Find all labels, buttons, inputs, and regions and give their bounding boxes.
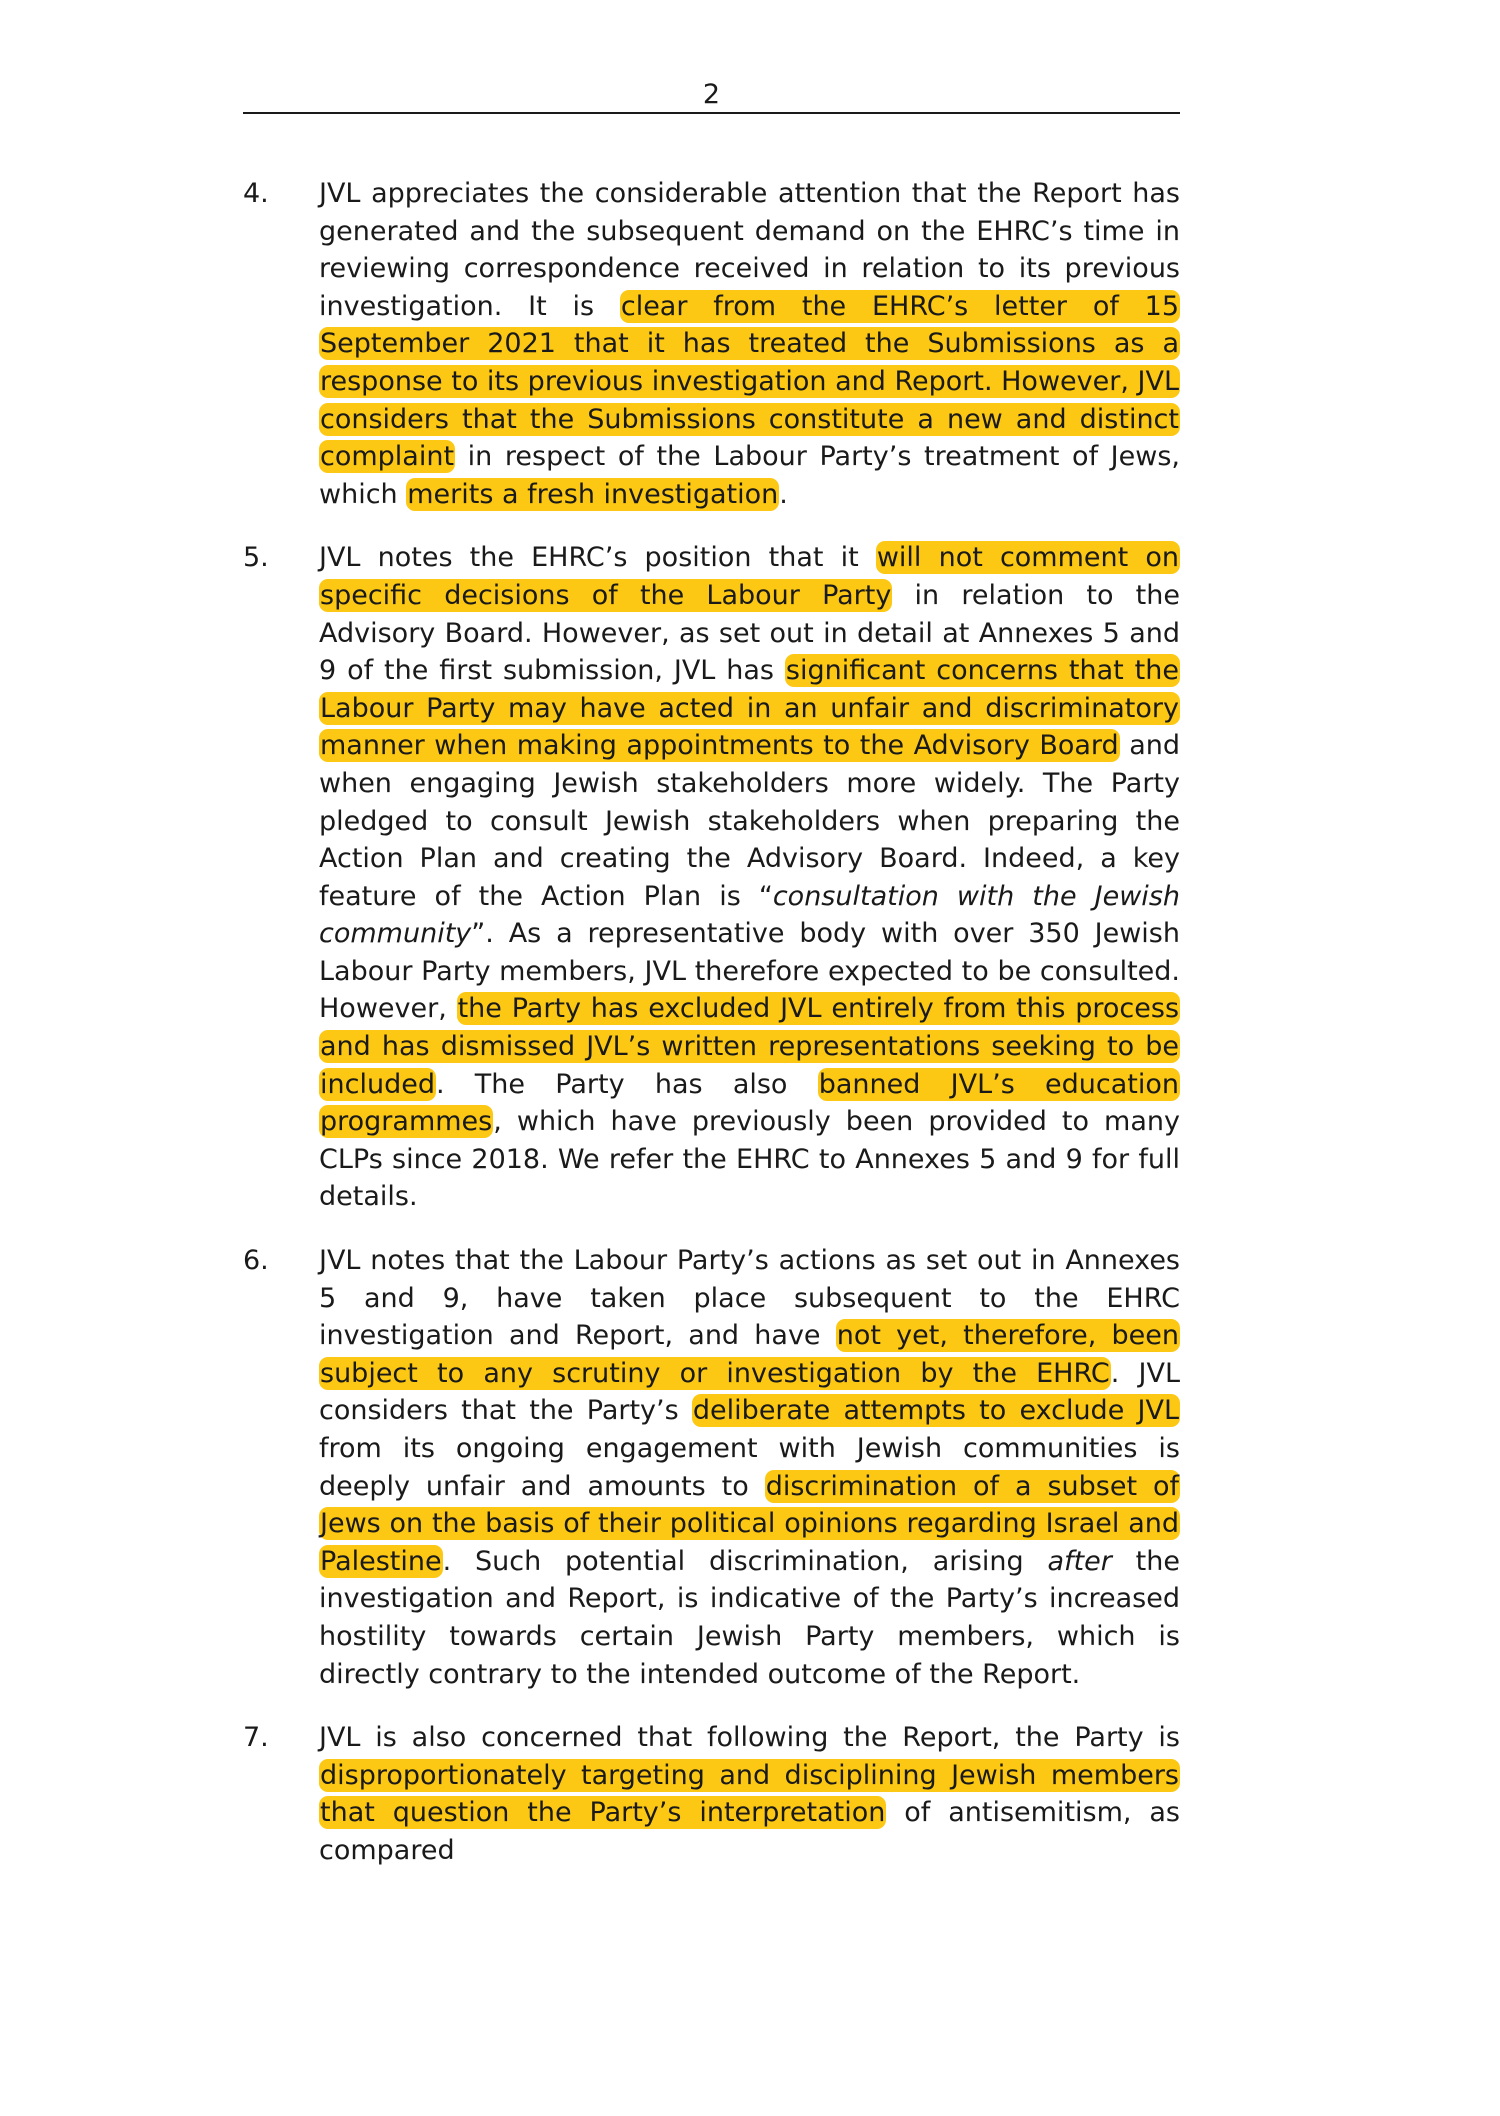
paragraph-text <box>319 175 1180 513</box>
highlighted-text: significant concerns that the Labour Party may have acted in an unfair and discriminatory manner when making appointments to the Advisory Board <box>320 655 1179 762</box>
text-segment: in respect of the Labour Party’s treatment of Jews, which <box>319 441 1180 510</box>
highlighted-text: banned JVL’s education programmes <box>320 1068 1179 1138</box>
text-segment: JVL notes the EHRC’s position that it <box>319 542 876 574</box>
text-segment: , which have previously been provided to many CLPs since 2018. We refer the EHRC to Annexes 5 and 9 for full details. <box>319 1106 1180 1213</box>
text-segment: ”. As a representative body with over 350 Jewish Labour Party members, JVL therefore expected to be consulted. However, <box>319 918 1180 1025</box>
text-segment: and when engaging Jewish stakeholders more widely. The Party pledged to consult Jewish stakeholders when preparing the Action Plan and creating the Advisory Board. Indeed, a key feature of the Action Plan is “ <box>319 730 1180 912</box>
highlighted-text: disproportionately targeting and disciplining Jewish members that question the Party’s interpretation <box>320 1759 1179 1829</box>
paragraph-number: 5. <box>243 542 269 574</box>
header-rule <box>243 112 1180 114</box>
numbered-paragraph <box>243 1242 1180 1693</box>
text-segment: from its ongoing engagement with Jewish communities is deeply unfair and amounts to <box>319 1433 1180 1502</box>
text-segment: . JVL considers that the Party’s <box>319 1357 1180 1427</box>
numbered-paragraph <box>243 539 1180 1216</box>
paragraph-number: 6. <box>243 1245 269 1277</box>
numbered-paragraph <box>243 175 1180 513</box>
italic-text: after <box>1047 1545 1112 1577</box>
text-segment: JVL is also concerned that following the Report, the Party is <box>319 1722 1180 1754</box>
text-segment: JVL appreciates the considerable attention that the Report has generated and the subsequent demand on the EHRC’s time in reviewing correspondence received in relation to its previous investigation. It is <box>319 178 1180 322</box>
highlighted-text: discrimination of a subset of Jews on the basis of their political opinions regarding Israel and Palestine <box>320 1470 1179 1577</box>
highlighted-text: not yet, therefore, been subject to any scrutiny or investigation by the EHRC <box>320 1320 1179 1389</box>
italic-text: consultation with the Jewish community <box>319 880 1180 950</box>
numbered-paragraph <box>243 1719 1180 1869</box>
document-body <box>243 175 1180 1896</box>
paragraph-text <box>319 539 1180 1216</box>
highlighted-text: merits a fresh investigation <box>407 478 779 510</box>
text-segment: of antisemitism, as compared <box>319 1797 1180 1866</box>
highlighted-text: clear from the EHRC’s letter of 15 September 2021 that it has treated the Submissions as a response to its previous investigation and Report. However, JVL considers that the Submissions constitute a new and distinct complaint <box>320 290 1179 473</box>
text-segment: . <box>779 478 788 510</box>
highlighted-text: the Party has excluded JVL entirely from this process and has dismissed JVL’s written representations seeking to be included <box>320 993 1180 1100</box>
paragraph-number: 7. <box>243 1722 269 1754</box>
text-segment: . Such potential discrimination, arising <box>442 1545 1048 1577</box>
text-segment: . The Party has also <box>435 1068 818 1100</box>
text-segment: JVL notes that the Labour Party’s actions as set out in Annexes 5 and 9, have taken place subsequent to the EHRC investigation and Report, and have <box>319 1245 1180 1352</box>
page-number: 2 <box>702 79 721 110</box>
text-segment: the investigation and Report, is indicative of the Party’s increased hostility towards certain Jewish Party members, which is directly contrary to the intended outcome of the Report. <box>319 1545 1180 1690</box>
highlighted-text: will not comment on specific decisions of the Labour Party <box>320 542 1179 611</box>
highlighted-text: deliberate attempts to exclude JVL <box>692 1395 1179 1427</box>
paragraph-text <box>319 1242 1180 1693</box>
paragraph-number: 4. <box>243 178 269 209</box>
paragraph-text <box>319 1719 1180 1869</box>
text-segment: in relation to the Advisory Board. However, as set out in detail at Annexes 5 and 9 of the first submission, JVL has <box>319 579 1180 687</box>
